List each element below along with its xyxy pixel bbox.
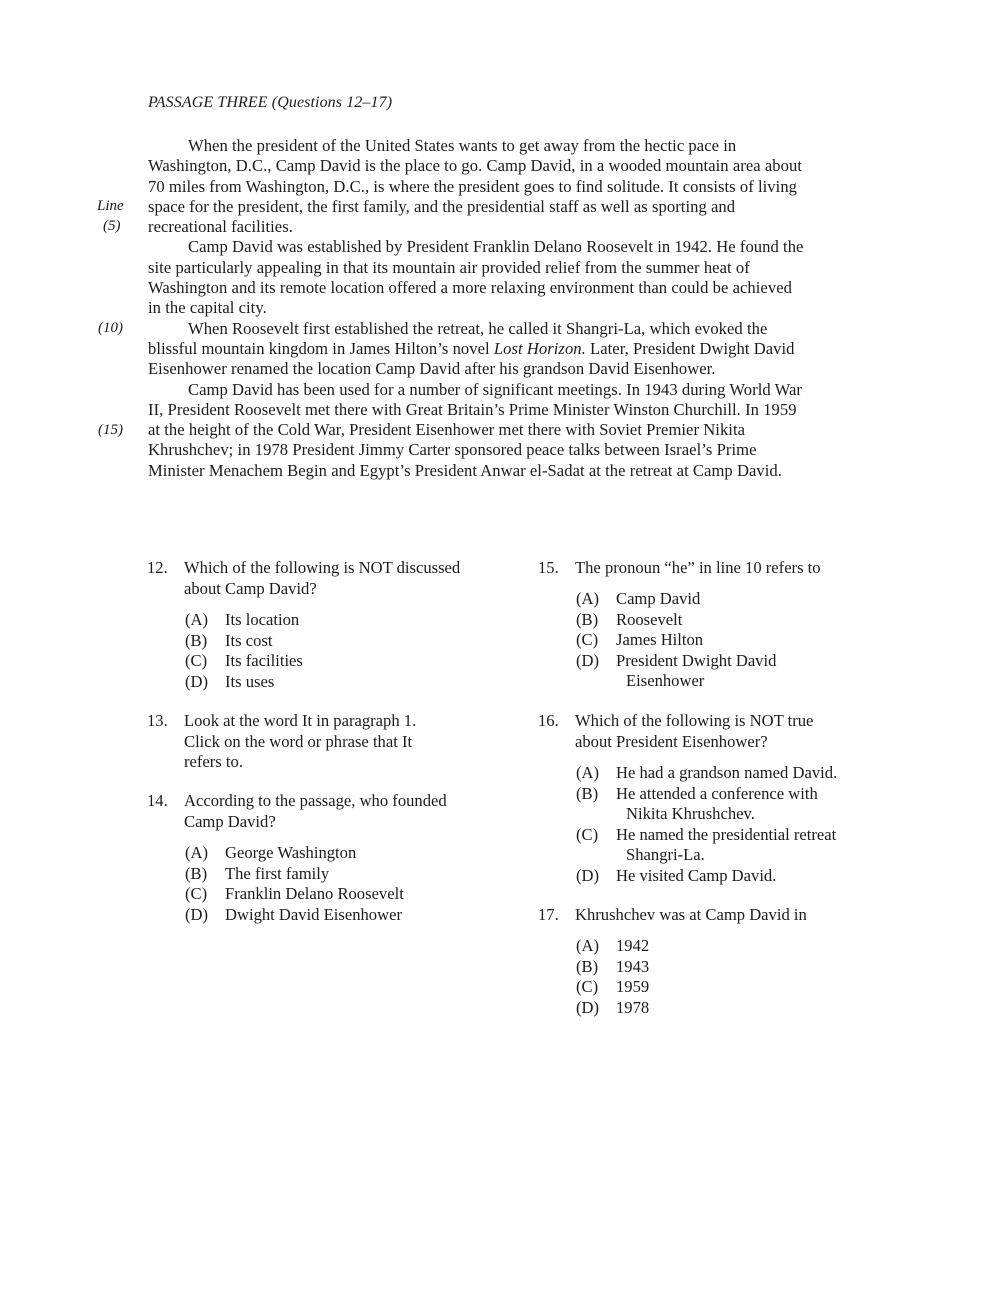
question-number: 12. [147, 558, 168, 577]
passage-heading-questions: (Questions 12–17) [271, 94, 393, 111]
stem-line: Khrushchev was at Camp David in [575, 905, 807, 924]
passage-line: space for the president, the first family, and the presidential staff as well as sporting and [148, 196, 736, 216]
answer-option[interactable] [185, 631, 272, 652]
passage-heading [148, 94, 392, 112]
answer-option[interactable] [185, 651, 303, 672]
option-letter: (D) [576, 650, 600, 670]
passage-line: Camp David was established by President Franklin Delano Roosevelt in 1942. He found the [188, 237, 804, 257]
option-text: 1943 [616, 956, 650, 976]
question-stem [184, 791, 447, 832]
passage-line [148, 339, 888, 359]
answer-option[interactable] [576, 977, 649, 998]
answer-option[interactable] [185, 884, 404, 905]
option-text: Its uses [225, 671, 275, 691]
question-number: 16. [538, 711, 559, 730]
answer-option[interactable] [576, 763, 837, 784]
option-text: Dwight David Eisenhower [225, 904, 402, 924]
option-letter: (A) [185, 610, 209, 629]
answer-option[interactable] [576, 936, 649, 957]
option-text: He had a grandson named David. [616, 763, 838, 782]
option-text: Its facilities [225, 651, 303, 671]
option-text: He visited Camp David. [616, 866, 777, 885]
option-letter: (C) [185, 651, 208, 671]
option-text: Franklin Delano Roosevelt [225, 884, 404, 904]
stem-line: According to the passage, who founded [184, 791, 447, 810]
answer-option[interactable] [576, 998, 649, 1019]
option-letter: (C) [185, 884, 208, 904]
passage-line: 70 miles from Washington, D.C., is where the president goes to find solitude. It consists of living [148, 176, 798, 196]
passage-line: Washington and its remote location offered a more relaxing environment than could be achieved [148, 278, 792, 298]
option-letter: (B) [576, 956, 599, 976]
answer-option[interactable] [185, 864, 329, 885]
answer-option[interactable] [576, 866, 776, 887]
answer-option[interactable] [576, 630, 703, 651]
option-text: 1959 [616, 977, 650, 997]
stem-line: Click on the word or phrase that It [184, 731, 413, 751]
option-text: 1978 [616, 997, 650, 1017]
answer-option[interactable] [576, 651, 776, 692]
question-stem [575, 558, 821, 579]
option-text: George Washington [225, 843, 357, 862]
stem-line: Camp David? [184, 811, 276, 831]
option-text: President Dwight David [616, 650, 777, 670]
stem-line: Which of the following is NOT true [575, 711, 814, 730]
option-letter: (A) [576, 589, 600, 608]
passage-line: site particularly appealing in that its mountain air provided relief from the summer heat of [148, 257, 750, 277]
passage-line: Eisenhower renamed the location Camp David after his grandson David Eisenhower. [148, 359, 716, 379]
option-letter: (A) [576, 763, 600, 782]
stem-line: about Camp David? [184, 578, 317, 598]
option-text: Camp David [616, 589, 701, 608]
option-letter: (C) [576, 977, 599, 997]
option-text-continued: Nikita Khrushchev. [626, 804, 755, 824]
option-letter: (B) [185, 630, 208, 650]
option-letter: (A) [576, 936, 600, 955]
option-text: James Hilton [616, 630, 704, 650]
question-stem [184, 558, 460, 599]
question-stem [575, 905, 807, 926]
answer-option[interactable] [185, 672, 274, 693]
question-stem [184, 711, 416, 773]
passage-line: Camp David has been used for a number of significant meetings. In 1943 during World War [188, 379, 802, 399]
option-text: The first family [225, 863, 330, 883]
answer-option[interactable] [576, 825, 836, 866]
question-stem [575, 711, 813, 752]
answer-option[interactable] [185, 610, 299, 631]
answer-option[interactable] [576, 610, 682, 631]
option-letter: (D) [185, 671, 209, 691]
passage-line: Khrushchev; in 1978 President Jimmy Carter sponsored peace talks between Israel’s Prime [148, 440, 757, 460]
stem-line: The pronoun “he” in line 10 refers to [575, 558, 821, 577]
option-letter: (D) [576, 866, 600, 885]
passage-line: II, President Roosevelt met there with Great Britain’s Prime Minister Winston Churchill. In 1959 [148, 399, 797, 419]
option-text-continued: Shangri-La. [626, 845, 705, 865]
answer-option[interactable] [185, 843, 356, 864]
option-letter: (D) [185, 904, 209, 924]
option-text: He named the presidential retreat [616, 824, 837, 844]
option-text: Its location [225, 610, 300, 629]
option-text: Its cost [225, 630, 273, 650]
option-letter: (B) [185, 863, 208, 883]
option-letter: (C) [576, 824, 599, 844]
stem-line: Look at the word It in paragraph 1. [184, 711, 417, 730]
option-letter: (D) [576, 997, 600, 1017]
passage-line-part: Later, President Dwight David [585, 338, 795, 358]
option-text: He attended a conference with [616, 783, 818, 803]
passage-line: When the president of the United States wants to get away from the hectic pace in [188, 136, 737, 155]
answer-option[interactable] [576, 784, 818, 825]
option-text: 1942 [616, 936, 650, 955]
line-label-5: (5) [103, 218, 121, 234]
passage-line: recreational facilities. [148, 217, 293, 237]
passage-line: Washington, D.C., Camp David is the place to go. Camp David, in a wooded mountain area about [148, 156, 802, 176]
option-letter: (B) [576, 783, 599, 803]
stem-line: about President Eisenhower? [575, 731, 768, 751]
option-letter: (B) [576, 609, 599, 629]
question-number: 13. [147, 711, 168, 730]
answer-option[interactable] [576, 589, 700, 610]
line-label-10: (10) [98, 320, 123, 336]
passage-line: When Roosevelt first established the retreat, he called it Shangri-La, which evoked the [188, 318, 768, 338]
option-letter: (A) [185, 843, 209, 862]
question-number: 14. [147, 791, 168, 810]
option-letter: (C) [576, 630, 599, 650]
line-label: Line [97, 198, 124, 214]
passage-body [148, 136, 888, 481]
option-text: Roosevelt [616, 609, 683, 629]
stem-line: Which of the following is NOT discussed [184, 558, 461, 577]
option-text-continued: Eisenhower [626, 671, 705, 691]
answer-option[interactable] [576, 957, 649, 978]
line-label-15: (15) [98, 422, 123, 438]
passage-line-part: blissful mountain kingdom in James Hilton’s novel [148, 338, 494, 358]
answer-option[interactable] [185, 905, 402, 926]
stem-line: refers to. [184, 752, 243, 772]
passage-line: at the height of the Cold War, President Eisenhower met there with Soviet Premier Nikita [148, 420, 746, 440]
question-number: 17. [538, 905, 559, 924]
question-number: 15. [538, 558, 559, 577]
passage-line: in the capital city. [148, 298, 267, 318]
novel-title: Lost Horizon. [493, 338, 586, 358]
passage-heading-title: PASSAGE THREE [148, 94, 272, 111]
passage-line: Minister Menachem Begin and Egypt’s President Anwar el-Sadat at the retreat at Camp David. [148, 460, 782, 480]
